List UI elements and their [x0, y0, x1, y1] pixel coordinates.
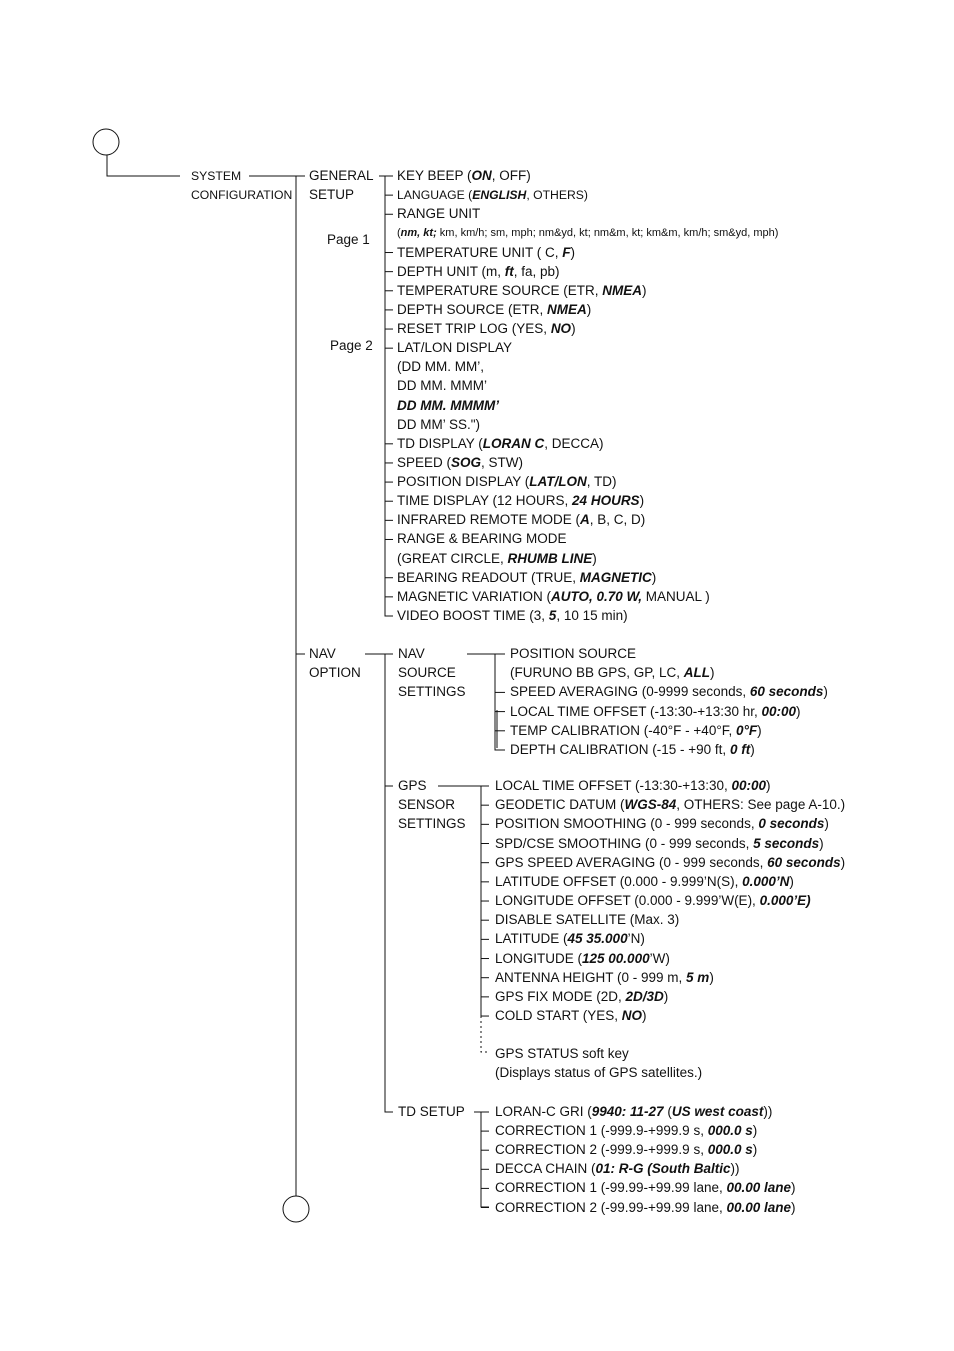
menu-item [495, 1161, 740, 1177]
default-value-text: US west coast [671, 1104, 764, 1119]
item-text: GPS STATUS soft key [495, 1046, 629, 1061]
default-value-text: 0.000’E) [759, 893, 811, 909]
menu-item [397, 302, 591, 318]
page-1-label: Page 1 [327, 232, 370, 247]
item-text: SPEED ( [397, 454, 452, 470]
menu-item [397, 417, 480, 433]
general-tick-group [385, 176, 393, 616]
default-value-text: LORAN C [482, 435, 545, 451]
item-text: ) [789, 873, 794, 889]
item-text: KEY BEEP ( [397, 168, 472, 183]
default-value-text: 0°F [735, 722, 758, 738]
item-text: ) [639, 493, 645, 509]
default-value-text: SOG [451, 454, 482, 470]
item-text: ) [840, 854, 846, 870]
menu-item [495, 951, 670, 967]
item-text: POSITION SOURCE [510, 646, 637, 661]
item-text: ) [586, 301, 592, 317]
default-value-text: 60 seconds [749, 684, 824, 700]
item-text: ) [796, 703, 801, 719]
configuration-label: CONFIGURATION [191, 188, 293, 202]
item-text: ANTENNA HEIGHT (0 - 999 m, [495, 969, 687, 985]
item-text: ) [791, 1180, 796, 1196]
menu-item [397, 551, 597, 567]
item-text: CORRECTION 2 (-99.99-+99.99 lane, [495, 1199, 727, 1215]
menu-item [397, 531, 567, 547]
menu-item [397, 264, 560, 280]
menu-item [397, 493, 644, 509]
default-value-text: ON [471, 168, 492, 183]
menu-item [397, 455, 523, 471]
root-connector-line [107, 155, 180, 176]
menu-item [495, 1200, 796, 1216]
gps-label-3: SETTINGS [398, 816, 466, 831]
menu-item [495, 931, 645, 947]
menu-item [495, 1123, 757, 1139]
menu-item [495, 836, 824, 852]
menu-item [495, 1008, 647, 1024]
item-text: ’N) [627, 931, 645, 947]
default-value-text: 125 00.000 [582, 950, 650, 966]
gps-label-2: SENSOR [398, 797, 456, 812]
item-text: ) [791, 1199, 796, 1215]
nav-source-label-3: SETTINGS [398, 684, 466, 699]
menu-item [510, 742, 755, 758]
item-text: ) [710, 665, 715, 681]
item-text: ) [766, 778, 771, 793]
item-text: TD DISPLAY ( [397, 435, 483, 451]
item-text: LOCAL TIME OFFSET (-13:30-+13:30, [495, 778, 732, 793]
default-value-text: 0.000’N [742, 873, 790, 889]
default-value-text: 60 seconds [767, 854, 841, 870]
item-text: ’W) [649, 950, 670, 966]
item-text: LATITUDE OFFSET (0.000 - 9.999’N(S), [495, 873, 743, 889]
item-text: INFRARED REMOTE MODE ( [397, 512, 581, 528]
item-text: ) [570, 244, 576, 260]
default-value-text: WGS-84 [624, 797, 677, 813]
item-text: ) [571, 321, 576, 337]
menu-item [495, 1180, 796, 1196]
item-text: ) [642, 1008, 647, 1024]
item-text: CORRECTION 1 (-99.99-+99.99 lane, [495, 1180, 727, 1196]
menu-item [495, 797, 845, 813]
item-text: MAGNETIC VARIATION ( [397, 588, 552, 604]
item-text: LONGITUDE OFFSET (0.000 - 9.999’W(E), [495, 893, 760, 909]
item-text: LAT/LON DISPLAY [397, 340, 513, 356]
item-text: BEARING READOUT (TRUE, [397, 569, 580, 585]
menu-item [397, 168, 531, 184]
menu-item [397, 436, 604, 452]
menu-item [397, 187, 588, 203]
item-text: DEPTH SOURCE (ETR, [397, 301, 548, 317]
menu-item [495, 970, 714, 986]
item-text: ) [651, 569, 657, 585]
connector-circle-top [93, 129, 119, 155]
general-spine-line [385, 176, 393, 616]
menu-item [495, 778, 771, 794]
default-value-text: 000.0 s [707, 1142, 753, 1158]
item-text: SPEED AVERAGING (0-9999 seconds, [510, 684, 750, 700]
menu-item [397, 570, 656, 586]
default-value-text: 01: R-G (South Baltic [595, 1161, 731, 1177]
menu-item [495, 855, 845, 871]
default-value-text: 0 ft [729, 742, 751, 757]
default-value-text: 24 HOURS [572, 493, 640, 509]
default-value-text: 00:00 [731, 778, 766, 793]
page-2-label: Page 2 [330, 338, 373, 353]
item-text: LANGUAGE ( [397, 188, 473, 203]
default-value-text: NO [621, 1008, 643, 1024]
menu-item [495, 989, 668, 1005]
item-text: SPD/CSE SMOOTHING (0 - 999 seconds, [495, 835, 754, 851]
menu-item [397, 245, 575, 261]
gps-label-1: GPS [398, 778, 427, 793]
item-text: ( [663, 1104, 672, 1119]
default-value-text: LAT/LON [529, 474, 587, 490]
default-value-text: nm, kt; [400, 227, 437, 240]
menu-item [495, 1142, 757, 1158]
item-text: ) [752, 1142, 758, 1158]
default-value-text: A [580, 512, 590, 528]
item-text: , 10 15 min) [556, 607, 628, 623]
item-text: DD MM’ SS.") [397, 416, 481, 432]
default-value-text: 2D/3D [625, 988, 664, 1004]
default-value-text: NO [550, 321, 572, 337]
default-value-text: 000.0 s [707, 1123, 753, 1139]
nav-source-label-1: NAV [398, 646, 425, 661]
item-text: , fa, pb) [513, 263, 560, 279]
item-text: CORRECTION 2 (-999.9-+999.9 s, [495, 1142, 708, 1158]
default-value-text: 5 m [686, 969, 710, 985]
default-value-text: 5 seconds [753, 835, 820, 851]
item-text: VIDEO BOOST TIME (3, [397, 607, 549, 623]
nav-source-label-2: SOURCE [398, 665, 456, 680]
item-text: RANGE & BEARING MODE [397, 531, 567, 547]
item-text: TEMPERATURE UNIT ( C, [397, 244, 563, 260]
item-text: DEPTH CALIBRATION (-15 - +90 ft, [510, 742, 730, 757]
menu-item [397, 340, 512, 356]
menu-item [510, 723, 762, 739]
item-text: CORRECTION 1 (-999.9-+999.9 s, [495, 1123, 708, 1139]
menu-item [397, 378, 487, 394]
item-text: ) [663, 988, 669, 1004]
item-text: GPS FIX MODE (2D, [495, 988, 626, 1004]
menu-item [397, 589, 710, 605]
item-text: (Displays status of GPS satellites.) [495, 1065, 703, 1080]
default-value-text: MAGNETIC [579, 569, 652, 585]
default-value-text: 45 35.000 [567, 931, 628, 947]
default-value-text: RHUMB LINE [507, 550, 593, 566]
item-text: ) [757, 722, 762, 738]
menu-item [495, 1046, 629, 1062]
default-value-text: 00.00 lane [726, 1180, 792, 1196]
item-text: GPS SPEED AVERAGING (0 - 999 seconds, [495, 854, 768, 870]
connector-circle-bottom [283, 1196, 309, 1222]
menu-item [510, 646, 636, 662]
item-text: , B, C, D) [589, 512, 646, 528]
item-text: ) [709, 969, 714, 985]
menu-item [397, 608, 628, 624]
item-text: GEODETIC DATUM ( [495, 797, 625, 813]
menu-item [397, 225, 778, 241]
menu-item [495, 1104, 772, 1120]
td-spine-line [481, 1112, 489, 1207]
default-value-text: 9940: 11-27 [591, 1104, 664, 1119]
default-value-text: 00:00 [761, 703, 797, 719]
item-text: km, km/h; sm, mph; nm&yd, kt; nm&m, kt; km&m, km/h; sm&yd, mph) [436, 227, 779, 240]
item-text: ) [752, 1123, 758, 1139]
item-text: , DECCA) [544, 435, 604, 451]
menu-item [397, 512, 645, 528]
item-text: POSITION SMOOTHING (0 - 999 seconds, [495, 816, 759, 832]
setup-label: SETUP [309, 187, 355, 202]
nav-label: NAV [309, 646, 336, 661]
item-text: , OTHERS) [526, 188, 588, 203]
item-text: POSITION DISPLAY ( [397, 474, 530, 490]
item-text: ( [397, 227, 401, 240]
item-text: , OTHERS: See page A-10.) [676, 797, 846, 813]
item-text: , TD) [586, 474, 617, 490]
item-text: ) [750, 742, 755, 757]
menu-item [495, 874, 794, 890]
item-text: RESET TRIP LOG (YES, [397, 321, 551, 337]
td-setup-label: TD SETUP [398, 1104, 465, 1119]
default-value-text: 5 [548, 607, 557, 623]
td-tick-group [481, 1112, 489, 1208]
item-text: , STW) [481, 454, 524, 470]
item-text: RANGE UNIT [397, 206, 481, 222]
item-text: TEMP CALIBRATION (-40°F - +40°F, [510, 722, 736, 738]
menu-item [495, 912, 679, 928]
item-text: DEPTH UNIT (m, [397, 263, 505, 279]
item-text: LATITUDE ( [495, 931, 568, 947]
gps-status-dashed-line [481, 1016, 489, 1052]
default-value-text: 00.00 lane [726, 1199, 792, 1215]
default-value-text: NMEA [602, 282, 643, 298]
menu-item [397, 283, 647, 299]
menu-item [397, 321, 576, 337]
default-value-text: ENGLISH [472, 188, 527, 203]
item-text: ) [824, 816, 829, 832]
nav-spine-line [385, 654, 393, 1112]
default-value-text: DD MM. MMMM’ [397, 397, 499, 413]
item-text: )) [730, 1161, 740, 1177]
item-text: ) [592, 550, 597, 566]
default-value-text: AUTO, 0.70 W, [551, 588, 643, 604]
menu-item [495, 893, 811, 909]
item-text: TIME DISPLAY (12 HOURS, [397, 493, 573, 509]
menu-item [495, 816, 829, 832]
menu-item [397, 474, 617, 490]
default-value-text: ft [504, 263, 514, 279]
item-text: DISABLE SATELLITE (Max. 3) [495, 912, 680, 928]
item-text: ) [819, 835, 824, 851]
item-text: )) [763, 1104, 773, 1119]
gps-tick-group [481, 786, 489, 1016]
option-label: OPTION [309, 665, 361, 680]
default-value-text: F [562, 244, 571, 260]
item-text: LOCAL TIME OFFSET (-13:30-+13:30 hr, [510, 703, 762, 719]
menu-item [510, 704, 801, 720]
item-text: LONGITUDE ( [495, 950, 583, 966]
item-text: COLD START (YES, [495, 1008, 622, 1024]
default-value-text: 0 seconds [758, 816, 825, 832]
menu-item [397, 206, 480, 222]
menu-item [495, 1065, 702, 1081]
menu-item [397, 359, 484, 375]
default-value-text: ALL [683, 665, 711, 681]
item-text: TEMPERATURE SOURCE (ETR, [397, 282, 603, 298]
default-value-text: NMEA [547, 301, 587, 317]
item-text: (GREAT CIRCLE, [397, 550, 508, 566]
menu-item [510, 665, 715, 681]
item-text: LORAN-C GRI ( [495, 1104, 592, 1119]
item-text: ) [642, 282, 647, 298]
general-label: GENERAL [309, 168, 374, 183]
system-label: SYSTEM [191, 169, 242, 183]
item-text: , OFF) [491, 168, 531, 183]
item-text: ) [823, 684, 828, 700]
item-text: (DD MM. MM’, [397, 359, 484, 375]
menu-item [397, 398, 499, 414]
item-text: DD MM. MMM’ [397, 378, 487, 394]
item-text: (FURUNO BB GPS, GP, LC, [510, 665, 684, 681]
menu-item [510, 684, 828, 700]
item-text: MANUAL ) [642, 588, 710, 604]
item-text: DECCA CHAIN ( [495, 1161, 596, 1177]
